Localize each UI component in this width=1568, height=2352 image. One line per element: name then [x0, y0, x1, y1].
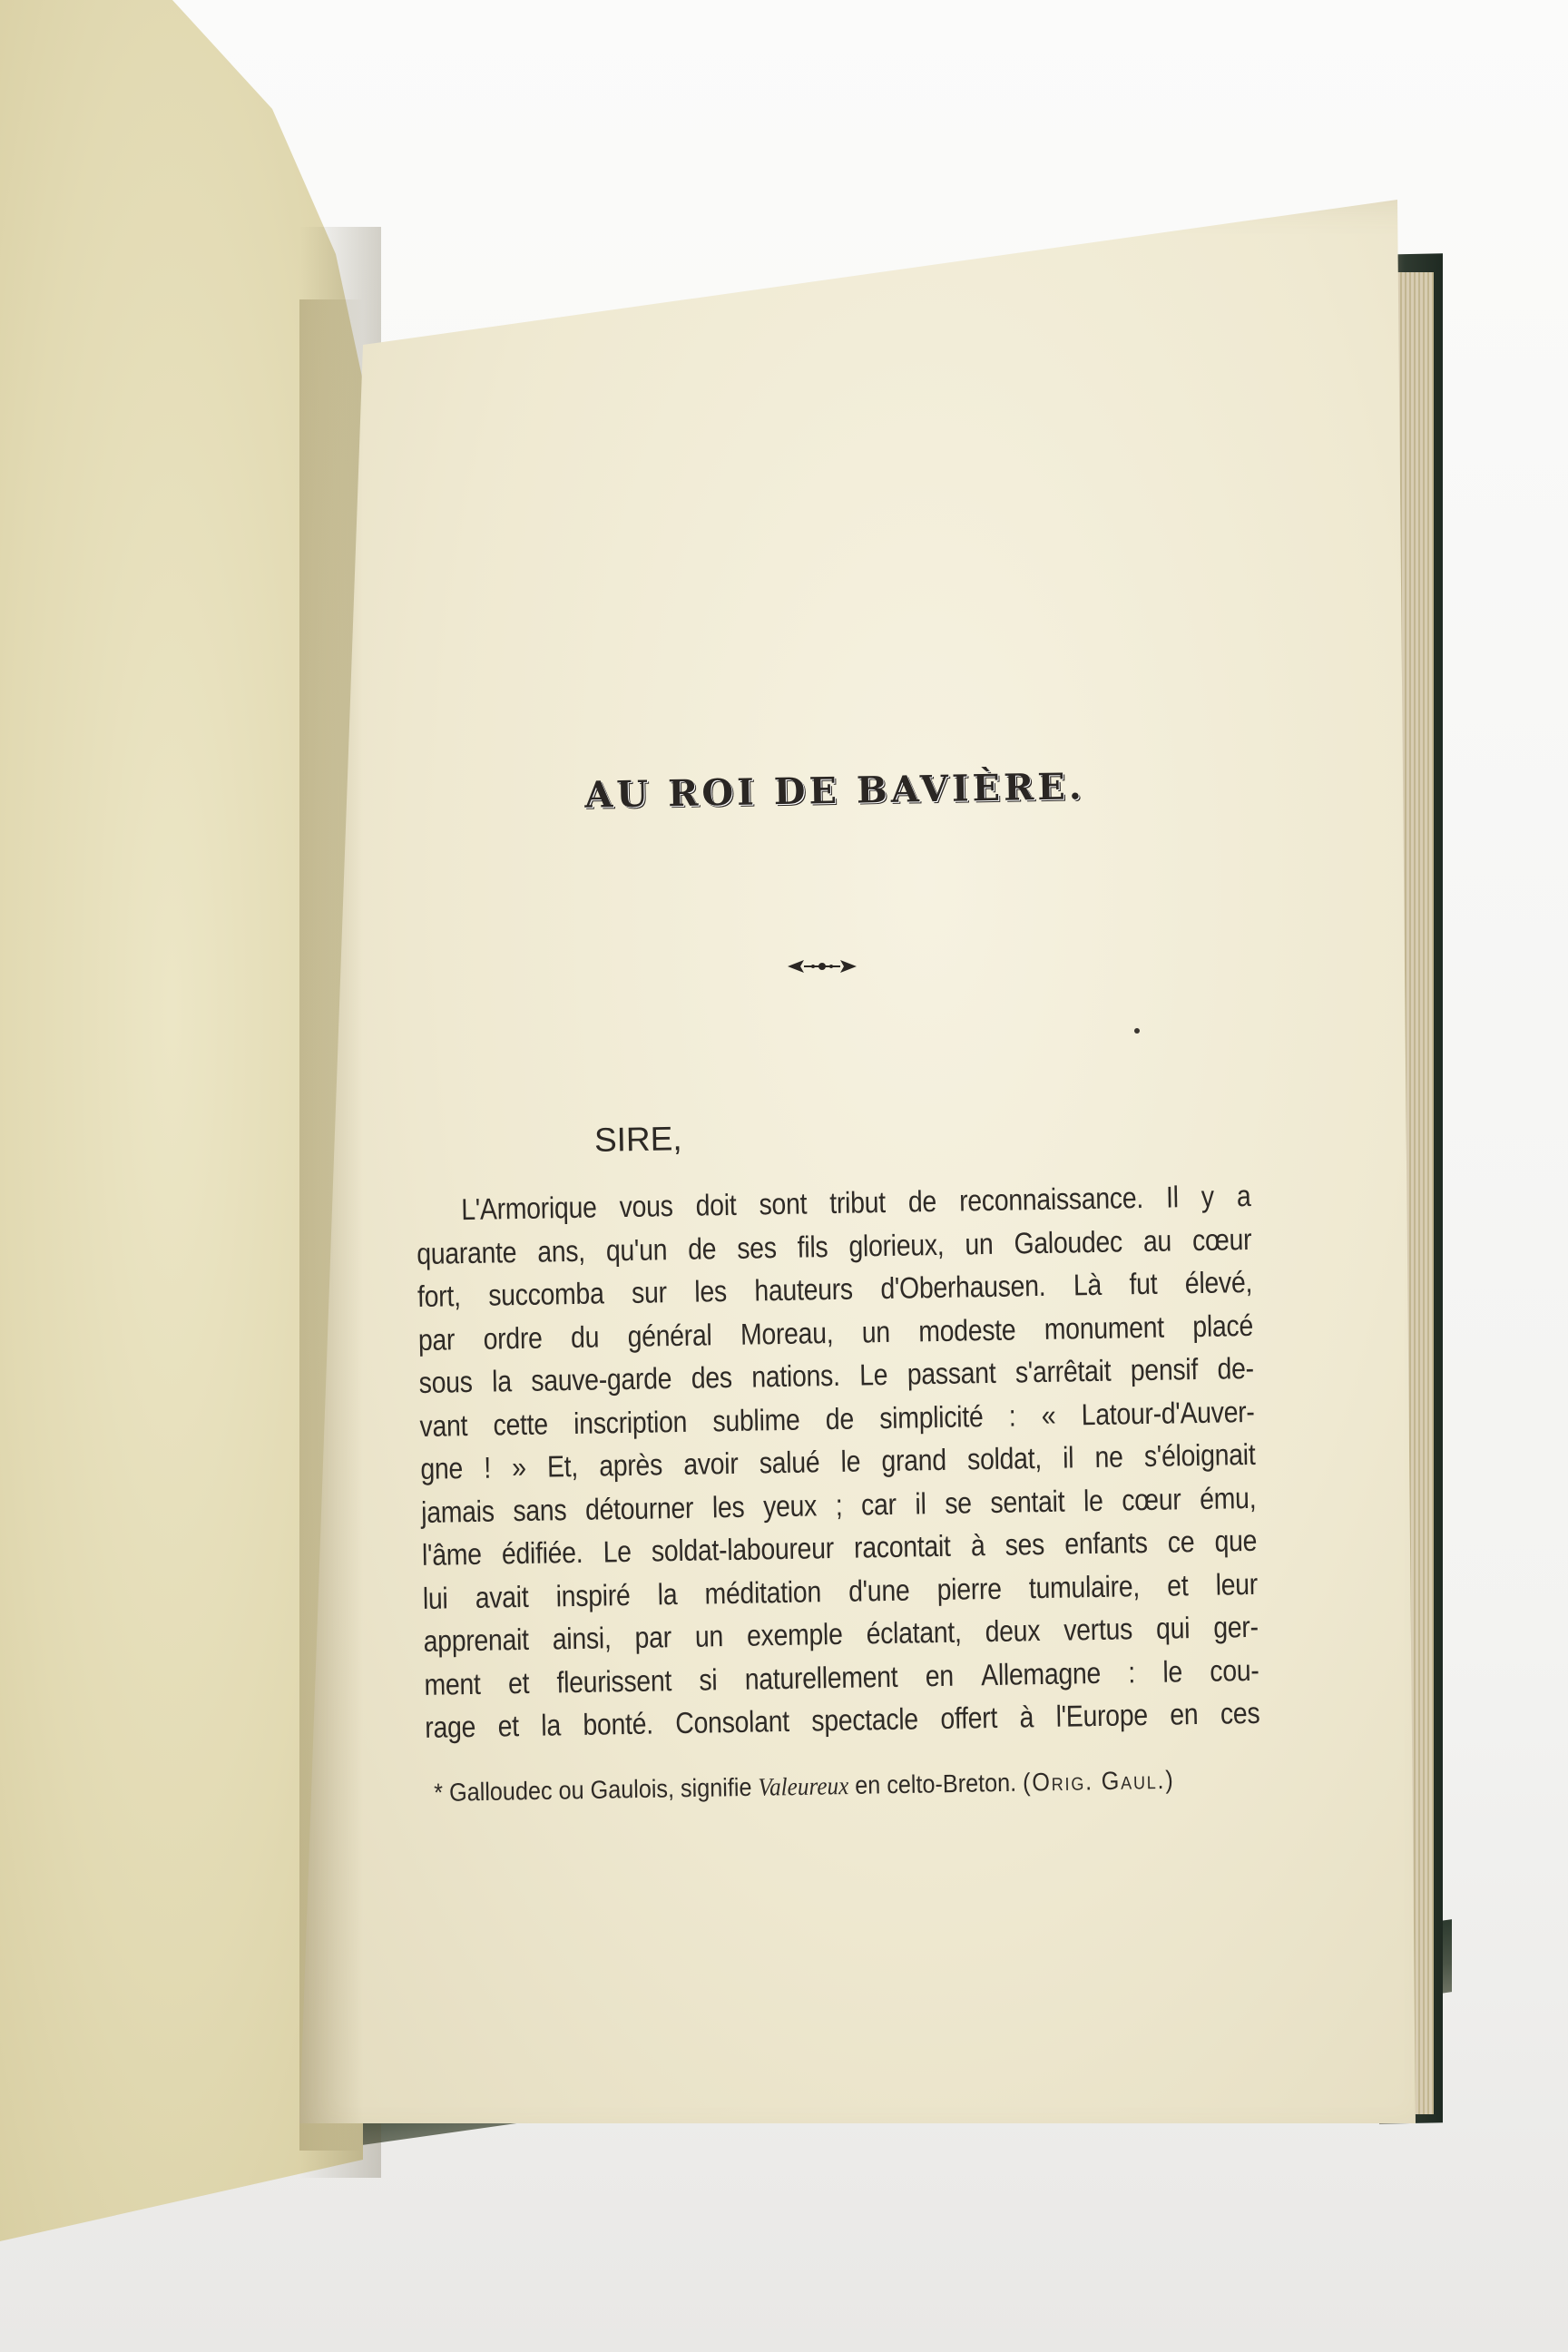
- text-line: rage et la bonté. Consolant spectacle offert à l'Europe en ces: [425, 1695, 1260, 1744]
- text-line: fort, succomba sur les hauteurs d'Oberhausen. Là fut élevé,: [416, 1264, 1253, 1313]
- footnote-source: (Orig. Gaul.): [1022, 1765, 1175, 1797]
- footnote-italic-word: Valeureux: [758, 1772, 849, 1802]
- text-line: lui avait inspiré la méditation d'une pierre tumulaire, et leur: [422, 1566, 1259, 1615]
- text-line: par ordre du général Moreau, un modeste monument placé: [417, 1308, 1254, 1357]
- page-curl-shadow: [299, 299, 363, 2151]
- dedication-title: AU ROI DE BAVIÈRE.: [583, 765, 1086, 817]
- text-line: gne ! » Et, après avoir salué le grand soldat, il ne s'éloignait: [420, 1436, 1256, 1485]
- body-text: [416, 1174, 1260, 1749]
- text-line: L'Armorique vous doit sont tribut de reconnaissance. Il y a: [460, 1178, 1251, 1227]
- text-line: quarante ans, qu'un de ses fils glorieux, un Galoudec au cœur: [416, 1221, 1252, 1270]
- footnote-middle: en celto-Breton.: [848, 1768, 1024, 1800]
- fleuron-ornament-icon: [786, 955, 858, 978]
- salutation: SIRE,: [593, 1120, 682, 1159]
- footnote-prefix: * Galloudec ou Gaulois, signifie: [434, 1772, 759, 1807]
- text-line: sous la sauve-garde des nations. Le passant s'arrêtait pensif de-: [418, 1350, 1255, 1399]
- text-line: apprenait ainsi, par un exemple éclatant, deux vertus qui ger-: [423, 1609, 1259, 1658]
- right-page: [299, 200, 1438, 2141]
- text-line: ment et fleurissent si naturellement en Allemagne : le cou-: [424, 1652, 1259, 1701]
- paper-speck: [1134, 1028, 1140, 1034]
- text-line: vant cette inscription sublime de simplicité : « Latour-d'Auver-: [419, 1394, 1255, 1443]
- text-line: l'âme édifiée. Le soldat-laboureur racontait à ses enfants ce que: [421, 1523, 1258, 1572]
- text-line: jamais sans détourner les yeux ; car il se sentait le cœur ému,: [420, 1480, 1257, 1529]
